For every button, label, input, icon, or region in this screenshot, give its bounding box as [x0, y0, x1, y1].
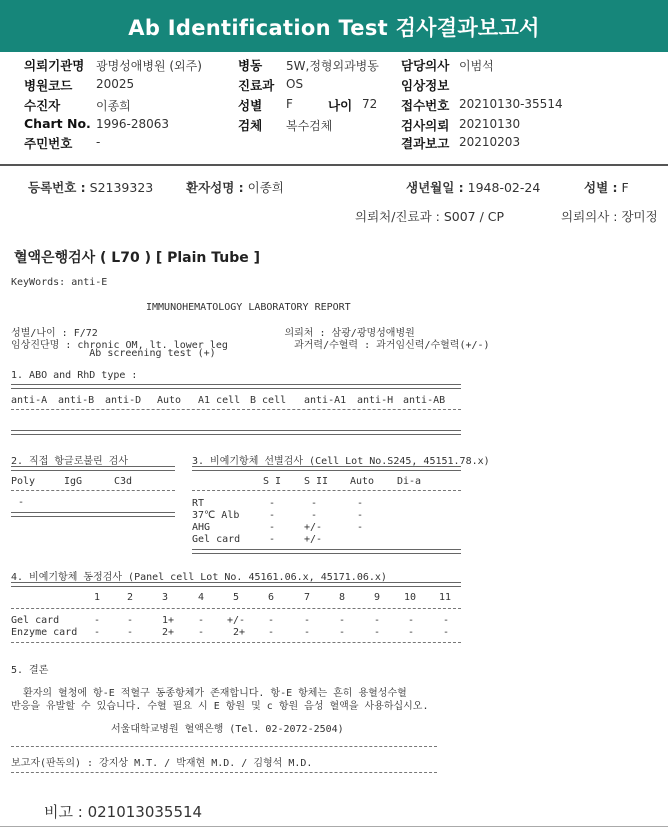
- keywords: KeyWords: anti-E: [11, 277, 108, 288]
- dept-label: 진료과: [238, 78, 275, 93]
- patient-reg-label: 등록번호 :: [28, 180, 86, 195]
- abo-header: anti-D: [105, 395, 142, 406]
- panel-cell: -: [127, 615, 134, 626]
- abo-header: anti-A: [11, 395, 48, 406]
- recipient-value: 이종희: [96, 99, 131, 113]
- abo-header: B cell: [250, 395, 287, 406]
- age-value: 72: [362, 97, 378, 111]
- patient-doctor-label: 의뢰의사 :: [561, 209, 618, 224]
- patient-doctor: [561, 207, 658, 225]
- panel-row-label: Enzyme card: [11, 627, 78, 638]
- dat-header: C3d: [114, 476, 133, 487]
- dat-header: Poly: [11, 476, 36, 487]
- lab-name: 서울대학교병원 혈액은행 (Tel. 02-2072-2504): [111, 724, 344, 735]
- report-header: [0, 52, 668, 166]
- panel-col: 10: [404, 592, 417, 603]
- reporters: 보고자(판독의) : 강지상 M.T. / 박재현 M.D. / 김형석 M.D.: [11, 758, 313, 769]
- divider: [11, 582, 461, 587]
- screening-cell: -: [269, 498, 276, 509]
- dept-value: OS: [286, 77, 304, 91]
- patient-dept-value: S007 / CP: [443, 209, 505, 224]
- panel-cell: -: [408, 615, 415, 626]
- panel-col: 11: [439, 592, 452, 603]
- patient-dob: [406, 178, 540, 196]
- panel-cell: -: [268, 627, 275, 638]
- patient-name-value: 이종희: [247, 180, 284, 195]
- abo-header: A1 cell: [198, 395, 241, 406]
- panel-cell: -: [127, 627, 134, 638]
- chart-label: Chart No.: [24, 116, 91, 131]
- chart-value: 1996-28063: [96, 117, 170, 131]
- abo-header: anti-B: [58, 395, 95, 406]
- panel-col: 4: [198, 592, 205, 603]
- patient-sex-value: F: [621, 180, 629, 195]
- panel-title: 4. 비예기항체 동정검사 (Panel cell Lot No. 45161.06.x, 45171.06.x): [11, 572, 387, 583]
- info-line-2: 임상진단명 : chronic OM, lt. lower leg 과거력/수혈력 : 과거임신력/수혈력(+/-): [11, 340, 490, 351]
- code-value: 20025: [96, 77, 135, 91]
- divider: [11, 409, 461, 410]
- divider: [11, 430, 461, 435]
- sex-label: 성별: [238, 98, 263, 113]
- patient-dob-value: 1948-02-24: [467, 180, 541, 195]
- note: 비고 : 021013035514: [44, 803, 203, 821]
- screening-cell: -: [269, 522, 276, 533]
- panel-cell: -: [408, 627, 415, 638]
- patient-sex: [584, 178, 629, 196]
- conclusion-line-1: 환자의 혈청에 항-E 적혈구 동종항체가 존재합니다. 항-E 항체는 흔히 용혈성수혈: [11, 688, 407, 699]
- doctor-value: 이범석: [459, 59, 494, 73]
- divider: [11, 608, 461, 609]
- panel-col: 2: [127, 592, 134, 603]
- divider: [192, 466, 461, 471]
- panel-cell: -: [198, 627, 205, 638]
- divider: [192, 549, 461, 554]
- panel-cell: -: [94, 615, 101, 626]
- screening-cell: -: [269, 510, 276, 521]
- abo-header: Auto: [157, 395, 182, 406]
- screening-row-label: AHG: [192, 522, 211, 533]
- abo-title: 1. ABO and RhD type :: [11, 370, 138, 381]
- conclusion-title: 5. 결론: [11, 665, 49, 676]
- divider: [192, 490, 461, 491]
- patient-name-label: 환자성명 :: [186, 180, 244, 195]
- panel-cell: -: [304, 615, 311, 626]
- patient-sex-label: 성별 :: [584, 180, 618, 195]
- info-line-1: 성별/나이 : F/72 의뢰처 : 삼광/광명성애병원: [11, 328, 415, 339]
- panel-cell: -: [268, 615, 275, 626]
- abo-header: anti-A1: [304, 395, 347, 406]
- recipient-label: 수진자: [24, 98, 61, 113]
- patient-dob-label: 생년월일 :: [406, 180, 464, 195]
- divider: [11, 384, 461, 389]
- patient-reg: [28, 178, 153, 196]
- sex-value: F: [286, 97, 293, 111]
- panel-cell: -: [374, 627, 381, 638]
- screening-cell: -: [269, 534, 276, 545]
- screening-cell: -: [311, 498, 318, 509]
- screening-cell: +/-: [304, 534, 323, 545]
- panel-cell: -: [374, 615, 381, 626]
- section-title: 혈액은행검사 ( L70 ) [ Plain Tube ]: [14, 250, 261, 266]
- bottom-divider: [0, 826, 668, 827]
- screening-cell: -: [357, 498, 364, 509]
- screening-row-label: Gel card: [192, 534, 241, 545]
- request-label: 검사의뢰: [401, 118, 450, 133]
- panel-cell: -: [198, 615, 205, 626]
- panel-cell: 2+: [233, 627, 246, 638]
- screening-cell: +/-: [304, 522, 323, 533]
- screening-header: Di-a: [397, 476, 422, 487]
- dat-value: -: [18, 497, 25, 508]
- panel-col: 3: [162, 592, 169, 603]
- report-date-value: 20210203: [459, 135, 521, 149]
- receipt-label: 접수번호: [401, 98, 450, 113]
- abo-header: anti-H: [357, 395, 394, 406]
- screening-cell: -: [357, 522, 364, 533]
- panel-cell: 2+: [162, 627, 175, 638]
- divider: [11, 490, 175, 491]
- info-line-3: Ab screening test (+): [11, 348, 216, 359]
- screening-cell: -: [311, 510, 318, 521]
- hospital-label: 의뢰기관명: [24, 58, 85, 73]
- code-label: 병원코드: [24, 78, 73, 93]
- divider: [11, 746, 437, 747]
- panel-row-label: Gel card: [11, 615, 60, 626]
- panel-col: 8: [339, 592, 346, 603]
- screening-row-label: 37℃ Alb: [192, 510, 240, 521]
- conclusion-line-2: 반응을 유발할 수 있습니다. 수혈 필요 시 E 항원 및 c 항원 음성 혈액을 사용하십시오.: [11, 701, 429, 712]
- request-value: 20210130: [459, 117, 521, 131]
- divider: [11, 466, 175, 471]
- panel-cell: -: [304, 627, 311, 638]
- panel-cell: -: [443, 627, 450, 638]
- dat-title: 2. 직접 항글로불린 검사: [11, 456, 129, 467]
- panel-col: 5: [233, 592, 240, 603]
- ward-label: 병동: [238, 58, 263, 73]
- report-title: Ab Identification Test 검사결과보고서: [0, 0, 668, 52]
- report-date-label: 결과보고: [401, 136, 450, 151]
- panel-cell: 1+: [162, 615, 175, 626]
- rrn-value: -: [96, 135, 101, 149]
- report-heading: IMMUNOHEMATOLOGY LABORATORY REPORT: [146, 302, 351, 313]
- patient-dept-label: 의뢰처/진료과 :: [355, 209, 440, 224]
- screening-header: Auto: [350, 476, 375, 487]
- clinical-label: 임상정보: [401, 78, 450, 93]
- hospital-value: 광명성애병원 (외주): [96, 59, 202, 73]
- panel-cell: -: [339, 615, 346, 626]
- specimen-label: 검체: [238, 118, 263, 133]
- patient-reg-value: S2139323: [89, 180, 154, 195]
- panel-cell: -: [339, 627, 346, 638]
- divider: [11, 512, 175, 517]
- patient-dept: [355, 207, 504, 225]
- ward-value: 5W,정형외과병동: [286, 59, 379, 73]
- panel-col: 6: [268, 592, 275, 603]
- doctor-label: 담당의사: [401, 58, 450, 73]
- age-label: 나이: [328, 98, 353, 113]
- panel-cell: +/-: [227, 615, 246, 626]
- divider: [11, 772, 437, 773]
- screening-cell: -: [357, 510, 364, 521]
- patient-doctor-value: 장미정: [621, 209, 658, 224]
- panel-cell: -: [94, 627, 101, 638]
- rrn-label: 주민번호: [24, 136, 73, 151]
- panel-col: 7: [304, 592, 311, 603]
- patient-name: [186, 178, 284, 196]
- specimen-value: 복수검체: [286, 119, 333, 133]
- divider: [11, 642, 461, 643]
- panel-col: 1: [94, 592, 101, 603]
- screening-header: S I: [263, 476, 282, 487]
- screening-header: S II: [304, 476, 329, 487]
- panel-col: 9: [374, 592, 381, 603]
- abo-header: anti-AB: [403, 395, 446, 406]
- dat-header: IgG: [64, 476, 83, 487]
- panel-cell: -: [443, 615, 450, 626]
- receipt-value: 20210130-35514: [459, 97, 563, 111]
- screening-title: 3. 비예기항체 선별검사 (Cell Lot No.S245, 45151.78.x): [192, 456, 490, 467]
- screening-row-label: RT: [192, 498, 205, 509]
